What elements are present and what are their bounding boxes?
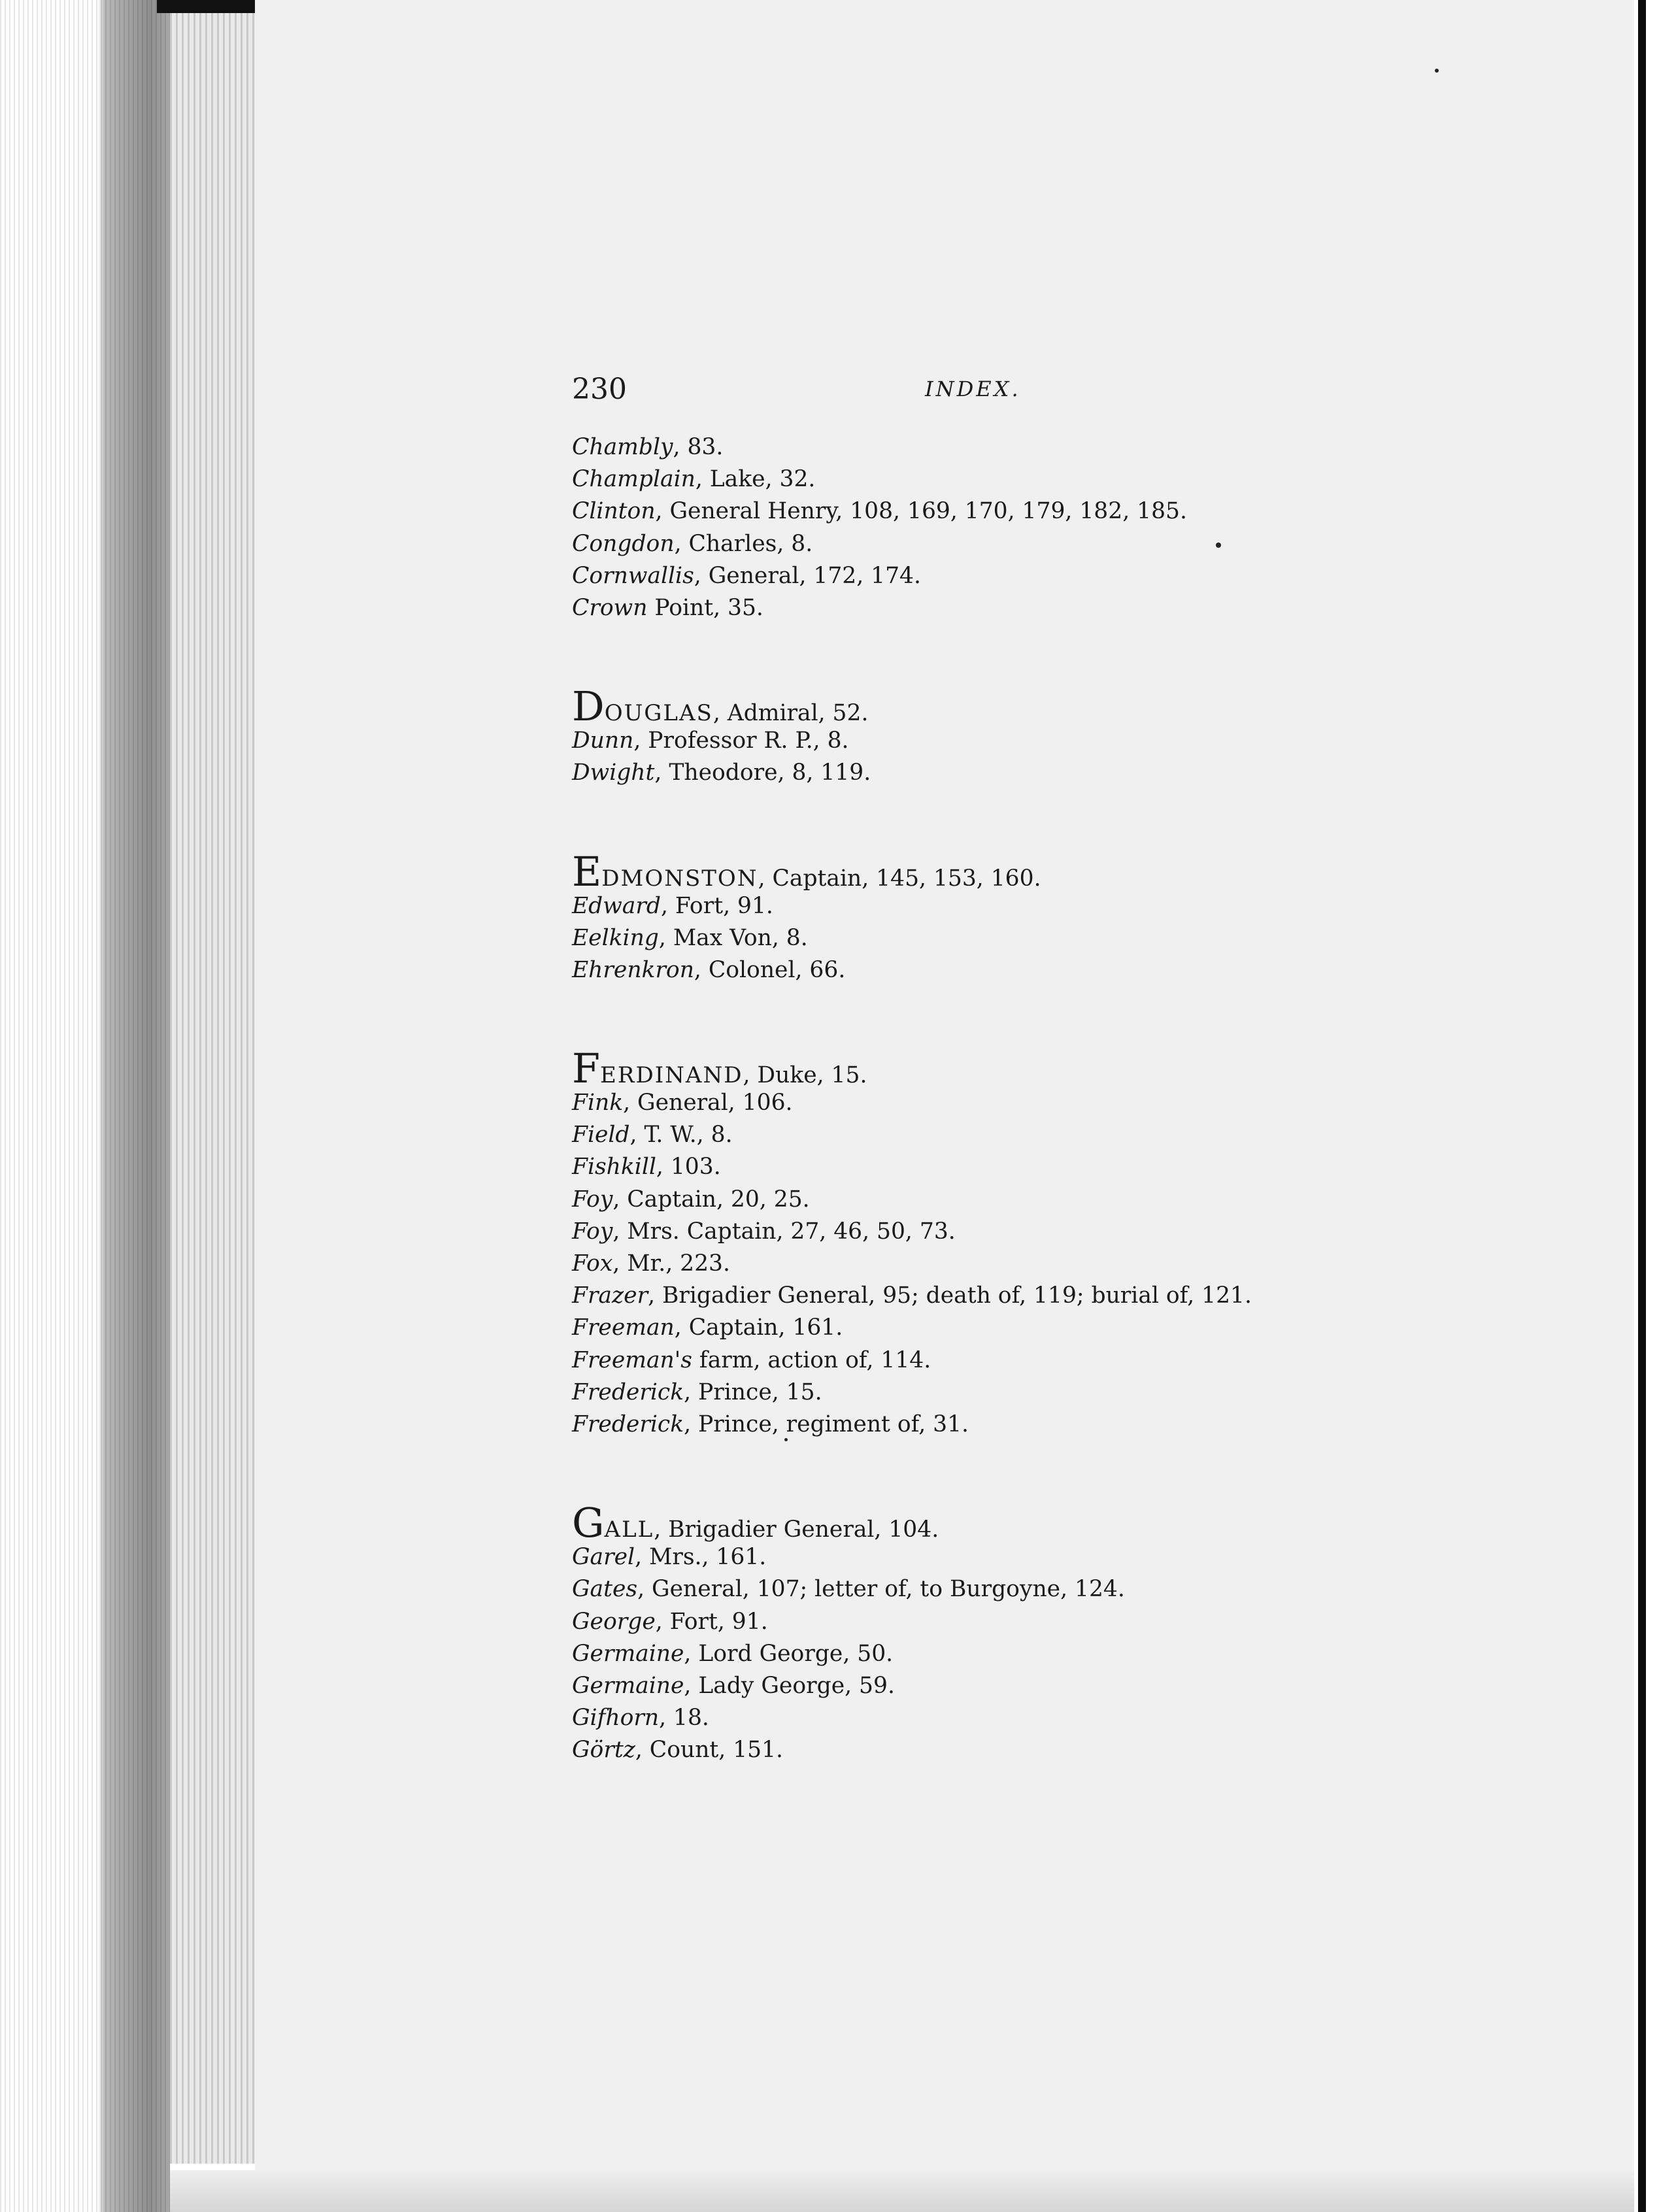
entry-term: Cornwallis — [572, 562, 694, 589]
index-entry — [572, 1248, 1324, 1280]
lead-caps: ERDINAND — [600, 1062, 743, 1089]
lead-initial: F — [572, 1045, 601, 1093]
entry-term: Chambly — [572, 434, 673, 460]
entry-term: Dunn — [572, 728, 634, 754]
index-entry — [572, 1184, 1324, 1216]
lead-text: , Captain, 145, 153, 160. — [758, 865, 1041, 892]
entry-term: Germaine — [572, 1640, 684, 1667]
index-entry — [572, 495, 1324, 528]
index-entry — [572, 1606, 1324, 1638]
stacked-page-edges — [170, 13, 261, 2164]
entry-text: , Mrs. Captain, 27, 46, 50, 73. — [612, 1218, 956, 1245]
entry-text: , Fort, 91. — [655, 1608, 768, 1635]
index-entry — [572, 954, 1324, 986]
index-entry — [572, 528, 1324, 560]
index-entry — [572, 1734, 1324, 1766]
lead-text: , Admiral, 52. — [712, 700, 869, 727]
lead-initial: G — [572, 1499, 605, 1547]
entry-text: , Brigadier General, 95; death of, 119; burial of, 121. — [648, 1282, 1252, 1309]
entry-term: Foy — [572, 1186, 613, 1213]
entry-term: Garel — [572, 1544, 635, 1571]
entry-term: Fink — [572, 1090, 624, 1116]
index-section-d — [572, 682, 1324, 789]
entry-term: George — [572, 1608, 656, 1635]
entry-term: Frederick — [572, 1379, 684, 1405]
lead-text: , Brigadier General, 104. — [654, 1517, 939, 1543]
lead-text: , Duke, 15. — [743, 1062, 867, 1089]
entry-text: , 18. — [659, 1705, 709, 1732]
entry-term: Frazer — [572, 1282, 648, 1309]
entry-text: , Lady George, 59. — [684, 1672, 895, 1699]
index-entry — [572, 1702, 1324, 1734]
section-gap — [572, 1441, 1324, 1505]
entry-term: Frederick — [572, 1411, 684, 1437]
section-lead-entry — [572, 1045, 1324, 1093]
entry-term: Eelking — [572, 924, 659, 951]
entry-text: , Fort, 91. — [660, 892, 773, 919]
entry-term: Ehrenkron — [572, 956, 694, 983]
section-gap — [572, 624, 1324, 688]
index-entry — [572, 592, 1324, 624]
index-entry — [572, 1409, 1324, 1441]
scan-speck — [784, 1438, 788, 1441]
entry-text: , Theodore, 8, 119. — [654, 760, 871, 786]
entry-text: , General Henry, 108, 169, 170, 179, 182, 185. — [655, 498, 1187, 525]
scan-speck — [1435, 69, 1439, 73]
entry-text: , Captain, 161. — [674, 1315, 843, 1341]
entry-term: Freeman's — [572, 1347, 692, 1373]
facing-page-edge — [1638, 0, 1646, 2212]
index-entry — [572, 463, 1324, 495]
entry-term: Clinton — [572, 498, 656, 525]
entry-term: Champlain — [572, 466, 696, 493]
index-entry — [572, 1087, 1324, 1119]
entry-term: Fox — [572, 1250, 613, 1277]
entry-text: , Professor R. P., 8. — [633, 728, 849, 754]
index-entry — [572, 922, 1324, 954]
lead-initial: D — [572, 682, 605, 731]
index-section-g — [572, 1499, 1324, 1766]
lead-caps: ALL — [604, 1517, 654, 1543]
index-entry — [572, 1345, 1324, 1377]
running-title: INDEX. — [925, 377, 1021, 401]
index-entry — [572, 1216, 1324, 1248]
index-entry — [572, 1280, 1324, 1312]
entry-term: Freeman — [572, 1315, 675, 1341]
section-lead-entry — [572, 847, 1324, 896]
index-entry — [572, 757, 1324, 789]
index-entry — [572, 1119, 1324, 1151]
page-number: 230 — [572, 373, 627, 406]
index-entry — [572, 1377, 1324, 1409]
entry-term: Crown — [572, 594, 648, 621]
index-entry — [572, 1151, 1324, 1183]
book-page-edges — [0, 0, 170, 2212]
index-entry — [572, 431, 1324, 463]
entry-term: Foy — [572, 1218, 613, 1245]
entry-term: Dwight — [572, 760, 655, 786]
lead-caps: DMONSTON — [601, 865, 758, 892]
lead-initial: E — [572, 847, 602, 896]
running-head — [572, 373, 1030, 412]
index-section-f — [572, 1045, 1324, 1441]
entry-text: , Mr., 223. — [612, 1250, 730, 1277]
entry-text: farm, action of, 114. — [692, 1347, 931, 1373]
index-entry — [572, 1541, 1324, 1573]
index-entry — [572, 1573, 1324, 1605]
entry-text: , Count, 151. — [635, 1737, 784, 1764]
entry-term: Gifhorn — [572, 1705, 660, 1732]
page-bottom-edge — [170, 2170, 1634, 2212]
book-edge-shadow — [157, 0, 255, 13]
entry-term: Congdon — [572, 530, 675, 557]
index-section-c — [572, 431, 1324, 624]
index-entry — [572, 890, 1324, 922]
index-entry — [572, 560, 1324, 592]
entry-text: , General, 106. — [623, 1090, 793, 1116]
entry-term: Görtz — [572, 1737, 635, 1764]
entry-term: Fishkill — [572, 1154, 656, 1181]
entry-text: Point, 35. — [647, 594, 763, 621]
entry-text: , 103. — [656, 1154, 721, 1181]
section-lead-entry — [572, 682, 1324, 731]
entry-text: , General, 107; letter of, to Burgoyne, 124. — [637, 1576, 1125, 1603]
entry-text: , T. W., 8. — [629, 1122, 733, 1148]
index-section-e — [572, 847, 1324, 987]
entry-text: , Prince, 15. — [684, 1379, 822, 1405]
entry-term: Germaine — [572, 1672, 684, 1699]
index-entry — [572, 1312, 1324, 1344]
entry-text: , Mrs., 161. — [635, 1544, 767, 1571]
section-gap — [572, 790, 1324, 854]
section-gap — [572, 986, 1324, 1050]
entry-text: , Captain, 20, 25. — [612, 1186, 810, 1213]
entry-text: , Max Von, 8. — [658, 924, 808, 951]
entry-text: , Colonel, 66. — [694, 956, 846, 983]
entry-text: , Lake, 32. — [695, 466, 816, 493]
index-entry — [572, 1670, 1324, 1702]
entry-term: Edward — [572, 892, 661, 919]
entry-text: , 83. — [673, 434, 724, 460]
index-body — [572, 431, 1324, 1766]
entry-text: , Charles, 8. — [674, 530, 813, 557]
entry-text: , General, 172, 174. — [694, 562, 921, 589]
entry-term: Field — [572, 1122, 630, 1148]
index-entry — [572, 1638, 1324, 1670]
lead-caps: OUGLAS — [604, 700, 713, 727]
entry-term: Gates — [572, 1576, 638, 1603]
scan-speck — [1216, 543, 1221, 548]
entry-text: , Lord George, 50. — [684, 1640, 894, 1667]
section-lead-entry — [572, 1499, 1324, 1547]
index-entry — [572, 725, 1324, 757]
entry-text: , Prince, regiment of, 31. — [684, 1411, 969, 1437]
